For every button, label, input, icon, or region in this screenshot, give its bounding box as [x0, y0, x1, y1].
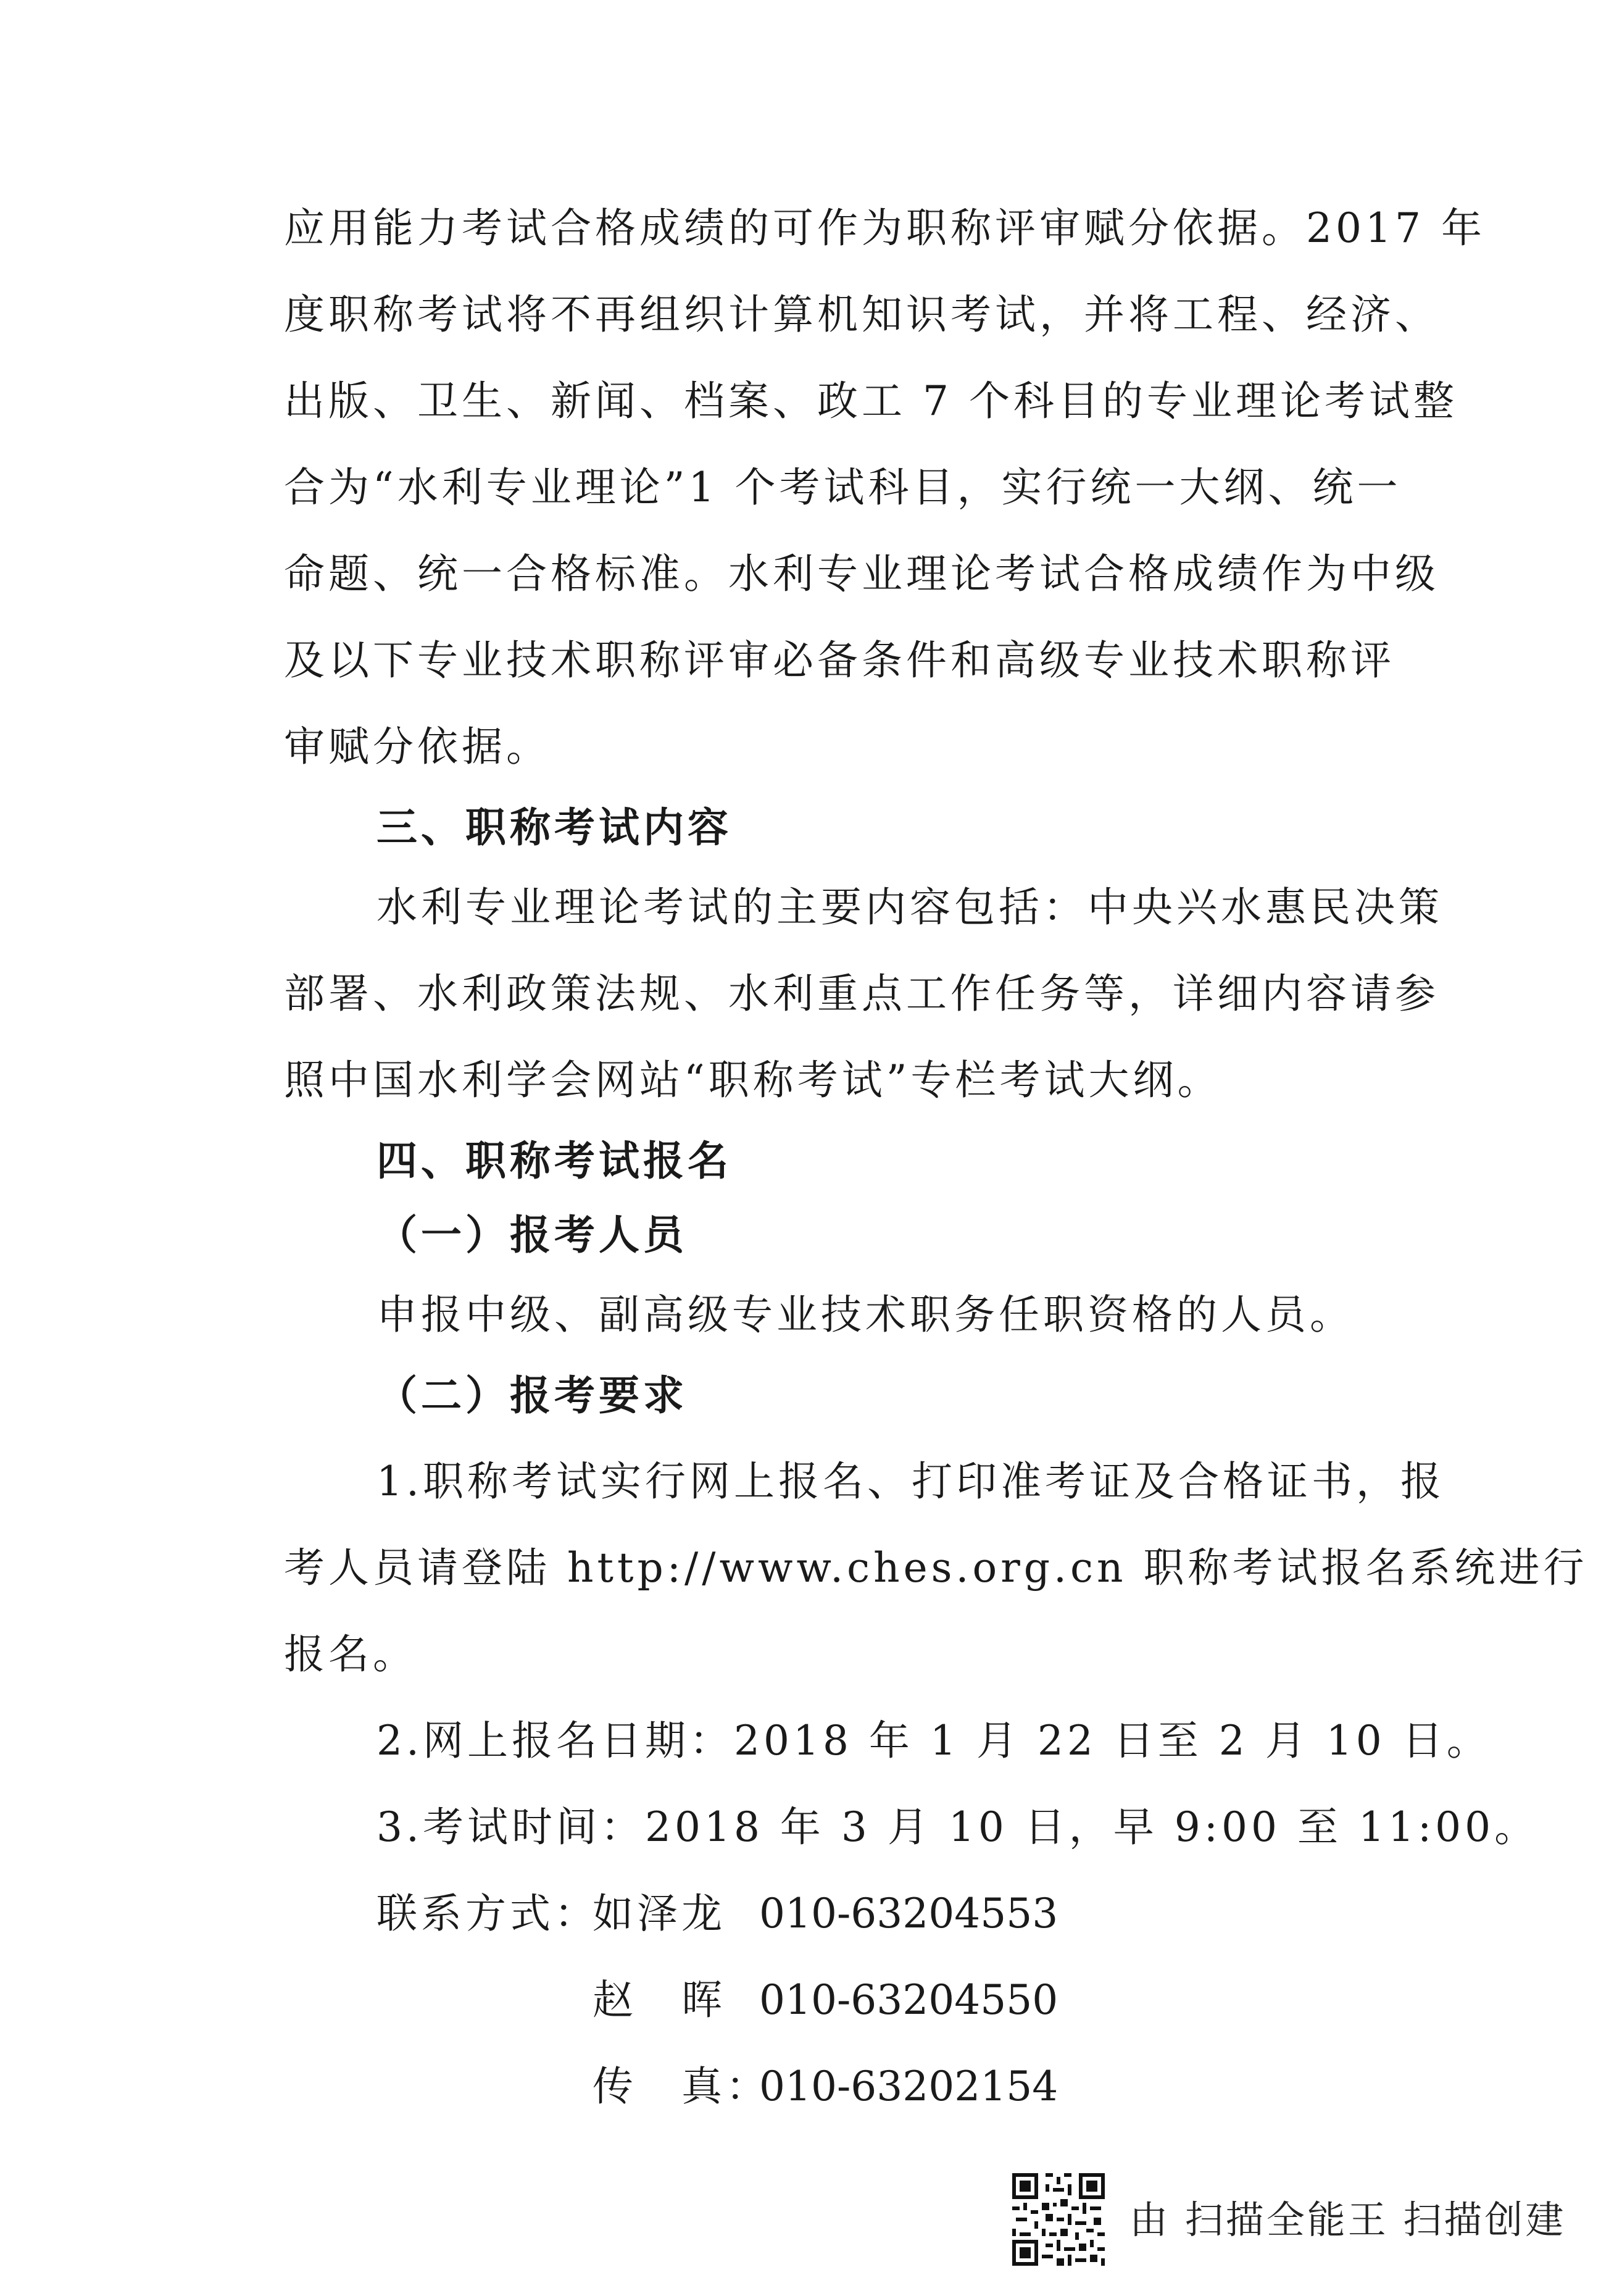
subsection-heading: （二）报考要求	[376, 1371, 688, 1419]
body-line: 应用能力考试合格成绩的可作为职称评审赋分依据。2017 年	[284, 204, 1486, 252]
body-line: 3.考试时间：2018 年 3 月 10 日，早 9:00 至 11:00。	[376, 1803, 1539, 1851]
fax-number: 010-63202154	[759, 2063, 1058, 2110]
subsection-heading: （一）报考人员	[376, 1211, 688, 1259]
body-line: 及以下专业技术职称评审必备条件和高级专业技术职称评	[284, 637, 1395, 684]
body-line: 照中国水利学会网站“职称考试”专栏考试大纲。	[284, 1056, 1222, 1104]
body-line: 报名。	[284, 1630, 417, 1678]
contact-phone: 010-63204550	[759, 1976, 1058, 2024]
body-line: 考人员请登陆 http://www.ches.org.cn 职称考试报名系统进行	[284, 1544, 1588, 1592]
body-line: 水利专业理论考试的主要内容包括：中央兴水惠民决策	[376, 883, 1443, 931]
body-line: 度职称考试将不再组织计算机知识考试，并将工程、经济、	[284, 291, 1439, 338]
watermark-text: 由 扫描全能王 扫描创建	[1129, 2197, 1566, 2242]
scanner-watermark	[1012, 2173, 1592, 2266]
body-line: 命题、统一合格标准。水利专业理论考试合格成绩作为中级	[284, 550, 1439, 598]
contact-name: 如泽龙	[593, 1890, 726, 1937]
body-line: 审赋分依据。	[284, 723, 551, 770]
contact-name: 赵 晖	[593, 1976, 726, 2024]
qr-code-icon	[1012, 2173, 1105, 2266]
section-heading: 四、职称考试报名	[376, 1137, 732, 1185]
contact-phone: 010-63204553	[759, 1890, 1058, 1937]
body-line: 合为“水利专业理论”1 个考试科目，实行统一大纲、统一	[284, 464, 1402, 511]
body-line: 1.职称考试实行网上报名、打印准考证及合格证书，报	[376, 1458, 1445, 1505]
fax-label: 传 真：	[593, 2063, 770, 2110]
body-line: 出版、卫生、新闻、档案、政工 7 个科目的专业理论考试整	[284, 377, 1458, 425]
body-line: 申报中级、副高级专业技术职务任职资格的人员。	[376, 1291, 1354, 1338]
contact-label: 联系方式：	[376, 1890, 599, 1937]
body-line: 部署、水利政策法规、水利重点工作任务等，详细内容请参	[284, 970, 1439, 1017]
body-line: 2.网上报名日期：2018 年 1 月 22 日至 2 月 10 日。	[376, 1717, 1491, 1764]
section-heading: 三、职称考试内容	[376, 803, 732, 851]
